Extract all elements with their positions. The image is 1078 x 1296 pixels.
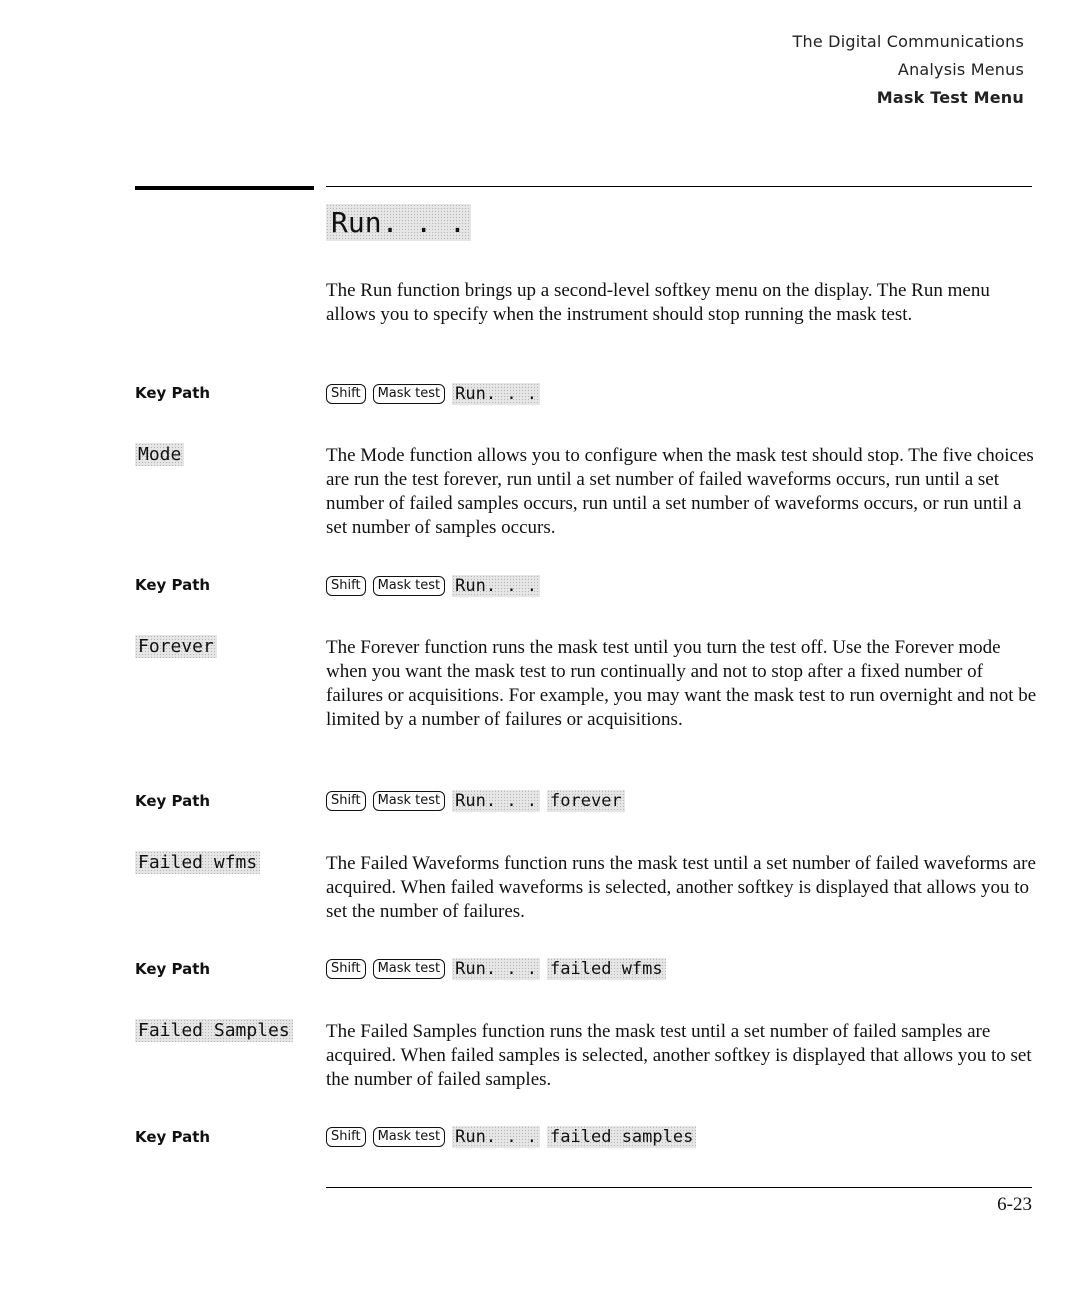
header-chapter: The Digital Communications	[792, 32, 1024, 51]
key-path-forever	[326, 790, 625, 812]
run-softkey: Run. . .	[452, 790, 540, 812]
key-path-label: Key Path	[135, 384, 211, 402]
forever-description: The Forever function runs the mask test until you turn the test off. Use the Forever mode when you want the mask test to run continually and not to stop after a fixed number of failures or acquisitions. For example, you may want the mask test to run overnight and not be limited by a number of failures or acquisitions.	[326, 637, 1037, 730]
shift-key: Shift	[326, 1127, 366, 1147]
mask-test-key: Mask test	[373, 959, 446, 979]
failed-samples-softkey: Failed Samples	[135, 1019, 293, 1042]
mode-softkey: Mode	[135, 443, 184, 466]
footer-rule	[326, 1187, 1032, 1188]
forever-path-softkey: forever	[547, 790, 625, 812]
section-rule-thick	[135, 186, 314, 190]
key-path-label: Key Path	[135, 576, 211, 594]
forever-softkey: Forever	[135, 635, 217, 658]
header-section: Mask Test Menu	[876, 88, 1024, 107]
shift-key: Shift	[326, 576, 366, 596]
failed-wfms-path-softkey: failed wfms	[547, 958, 666, 980]
shift-key: Shift	[326, 959, 366, 979]
mode-description: The Mode function allows you to configure when the mask test should stop. The five choices are run the test forever, run until a set number of failed waveforms occurs, run until a set number of failed samples occurs, run until a set number of waveforms occurs, or run until a set number of samples occurs.	[326, 445, 1034, 538]
intro-paragraph: The Run function brings up a second-level softkey menu on the display. The Run menu allows you to specify when the instrument should stop running the mask test.	[326, 280, 990, 325]
mask-test-key: Mask test	[373, 384, 446, 404]
shift-key: Shift	[326, 384, 366, 404]
failed-wfms-description: The Failed Waveforms function runs the mask test until a set number of failed waveforms are acquired. When failed waveforms is selected, another softkey is displayed that allows you to set the number of failures.	[326, 853, 1036, 922]
mask-test-key: Mask test	[373, 1127, 446, 1147]
run-softkey: Run. . .	[452, 1126, 540, 1148]
section-title: Run. . .	[326, 204, 471, 241]
run-softkey: Run. . .	[452, 383, 540, 405]
shift-key: Shift	[326, 791, 366, 811]
mask-test-key: Mask test	[373, 791, 446, 811]
run-softkey: Run. . .	[452, 958, 540, 980]
key-path-run	[326, 383, 540, 405]
key-path-failed-wfms	[326, 958, 666, 980]
key-path-label: Key Path	[135, 960, 211, 978]
page-number: 6-23	[997, 1194, 1032, 1215]
header-subchapter: Analysis Menus	[897, 60, 1024, 79]
failed-samples-path-softkey: failed samples	[547, 1126, 696, 1148]
failed-samples-description: The Failed Samples function runs the mask test until a set number of failed samples are acquired. When failed samples is selected, another softkey is displayed that allows you to set the number of failed samples.	[326, 1021, 1032, 1090]
run-softkey: Run. . .	[452, 575, 540, 597]
key-path-mode	[326, 575, 540, 597]
key-path-failed-samples	[326, 1126, 696, 1148]
failed-wfms-softkey: Failed wfms	[135, 851, 260, 874]
mask-test-key: Mask test	[373, 576, 446, 596]
key-path-label: Key Path	[135, 1128, 211, 1146]
key-path-label: Key Path	[135, 792, 211, 810]
section-rule-thin	[326, 186, 1032, 187]
